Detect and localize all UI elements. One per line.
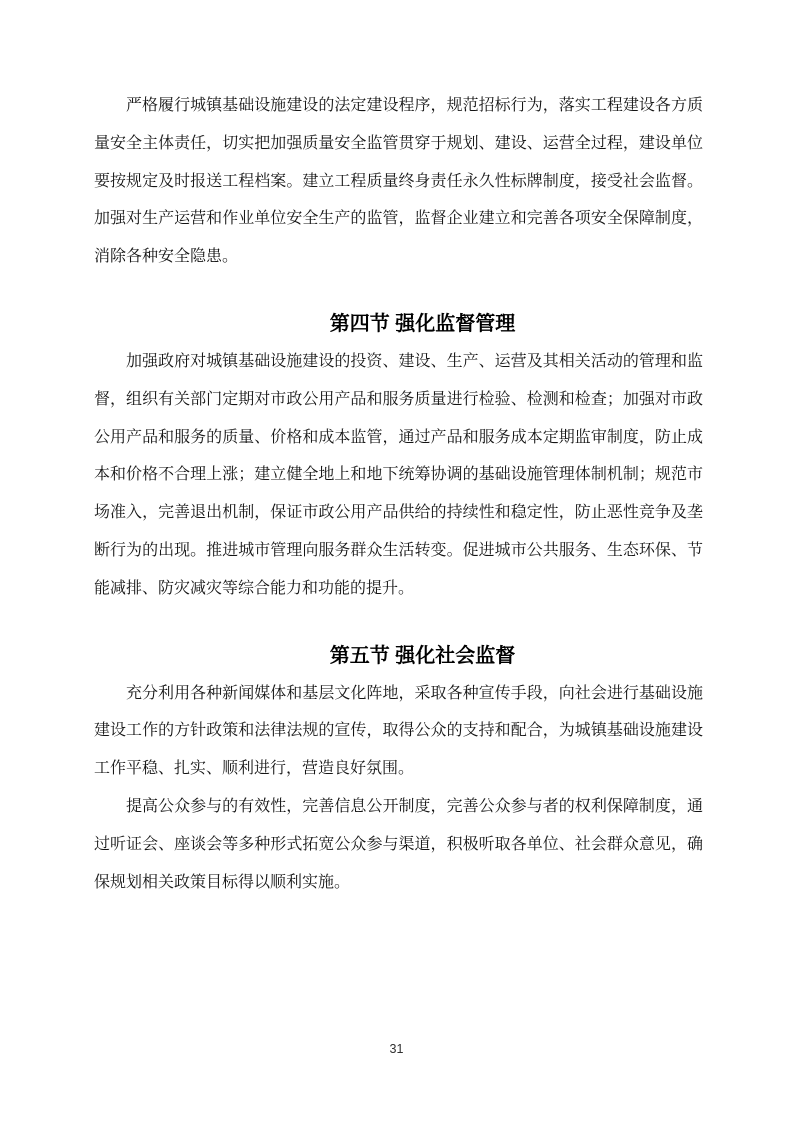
section-5-paragraph-1: 充分利用各种新闻媒体和基层文化阵地，采取各种宣传手段，向社会进行基础设施建设工作的方针政策和法律法规的宣传，取得公众的支持和配合，为城镇基础设施建设工作平稳、扎实、顺利进行，营造良好氛围。 bbox=[94, 684, 703, 778]
section-5-paragraph-2: 提高公众参与的有效性，完善信息公开制度，完善公众参与者的权利保障制度，通过听证会、座谈会等多种形式拓宽公众参与渠道，积极听取各单位、社会群众意见，确保规划相关政策目标得以顺利实施。 bbox=[94, 797, 703, 891]
document-content bbox=[94, 87, 703, 901]
intro-paragraph: 严格履行城镇基础设施建设的法定建设程序，规范招标行为，落实工程建设各方质量安全主体责任，切实把加强质量安全监管贯穿于规划、建设、运营全过程，建设单位要按规定及时报送工程档案。建立工程质量终身责任永久性标牌制度，接受社会监督。加强对生产运营和作业单位安全生产的监管，监督企业建立和完善各项安全保障制度，消除各种安全隐患。 bbox=[94, 97, 703, 266]
page-number: 31 bbox=[389, 1042, 404, 1056]
section-heading-4: 第四节 强化监督管理 bbox=[329, 312, 516, 335]
section-4-paragraph: 加强政府对城镇基础设施建设的投资、建设、生产、运营及其相关活动的管理和监督，组织有关部门定期对市政公用产品和服务质量进行检验、检测和检查；加强对市政公用产品和服务的质量、价格和成本监管，通过产品和服务成本定期监审制度，防止成本和价格不合理上涨；建立健全地上和地下统筹协调的基础设施管理体制机制；规范市场准入，完善退出机制，保证市政公用产品供给的持续性和稳定性，防止恶性竞争及垄断行为的出现。推进城市管理向服务群众生活转变。促进城市公共服务、生态环保、节能减排、防灾减灾等综合能力和功能的提升。 bbox=[94, 352, 703, 597]
section-heading-5: 第五节 强化社会监督 bbox=[329, 644, 516, 667]
